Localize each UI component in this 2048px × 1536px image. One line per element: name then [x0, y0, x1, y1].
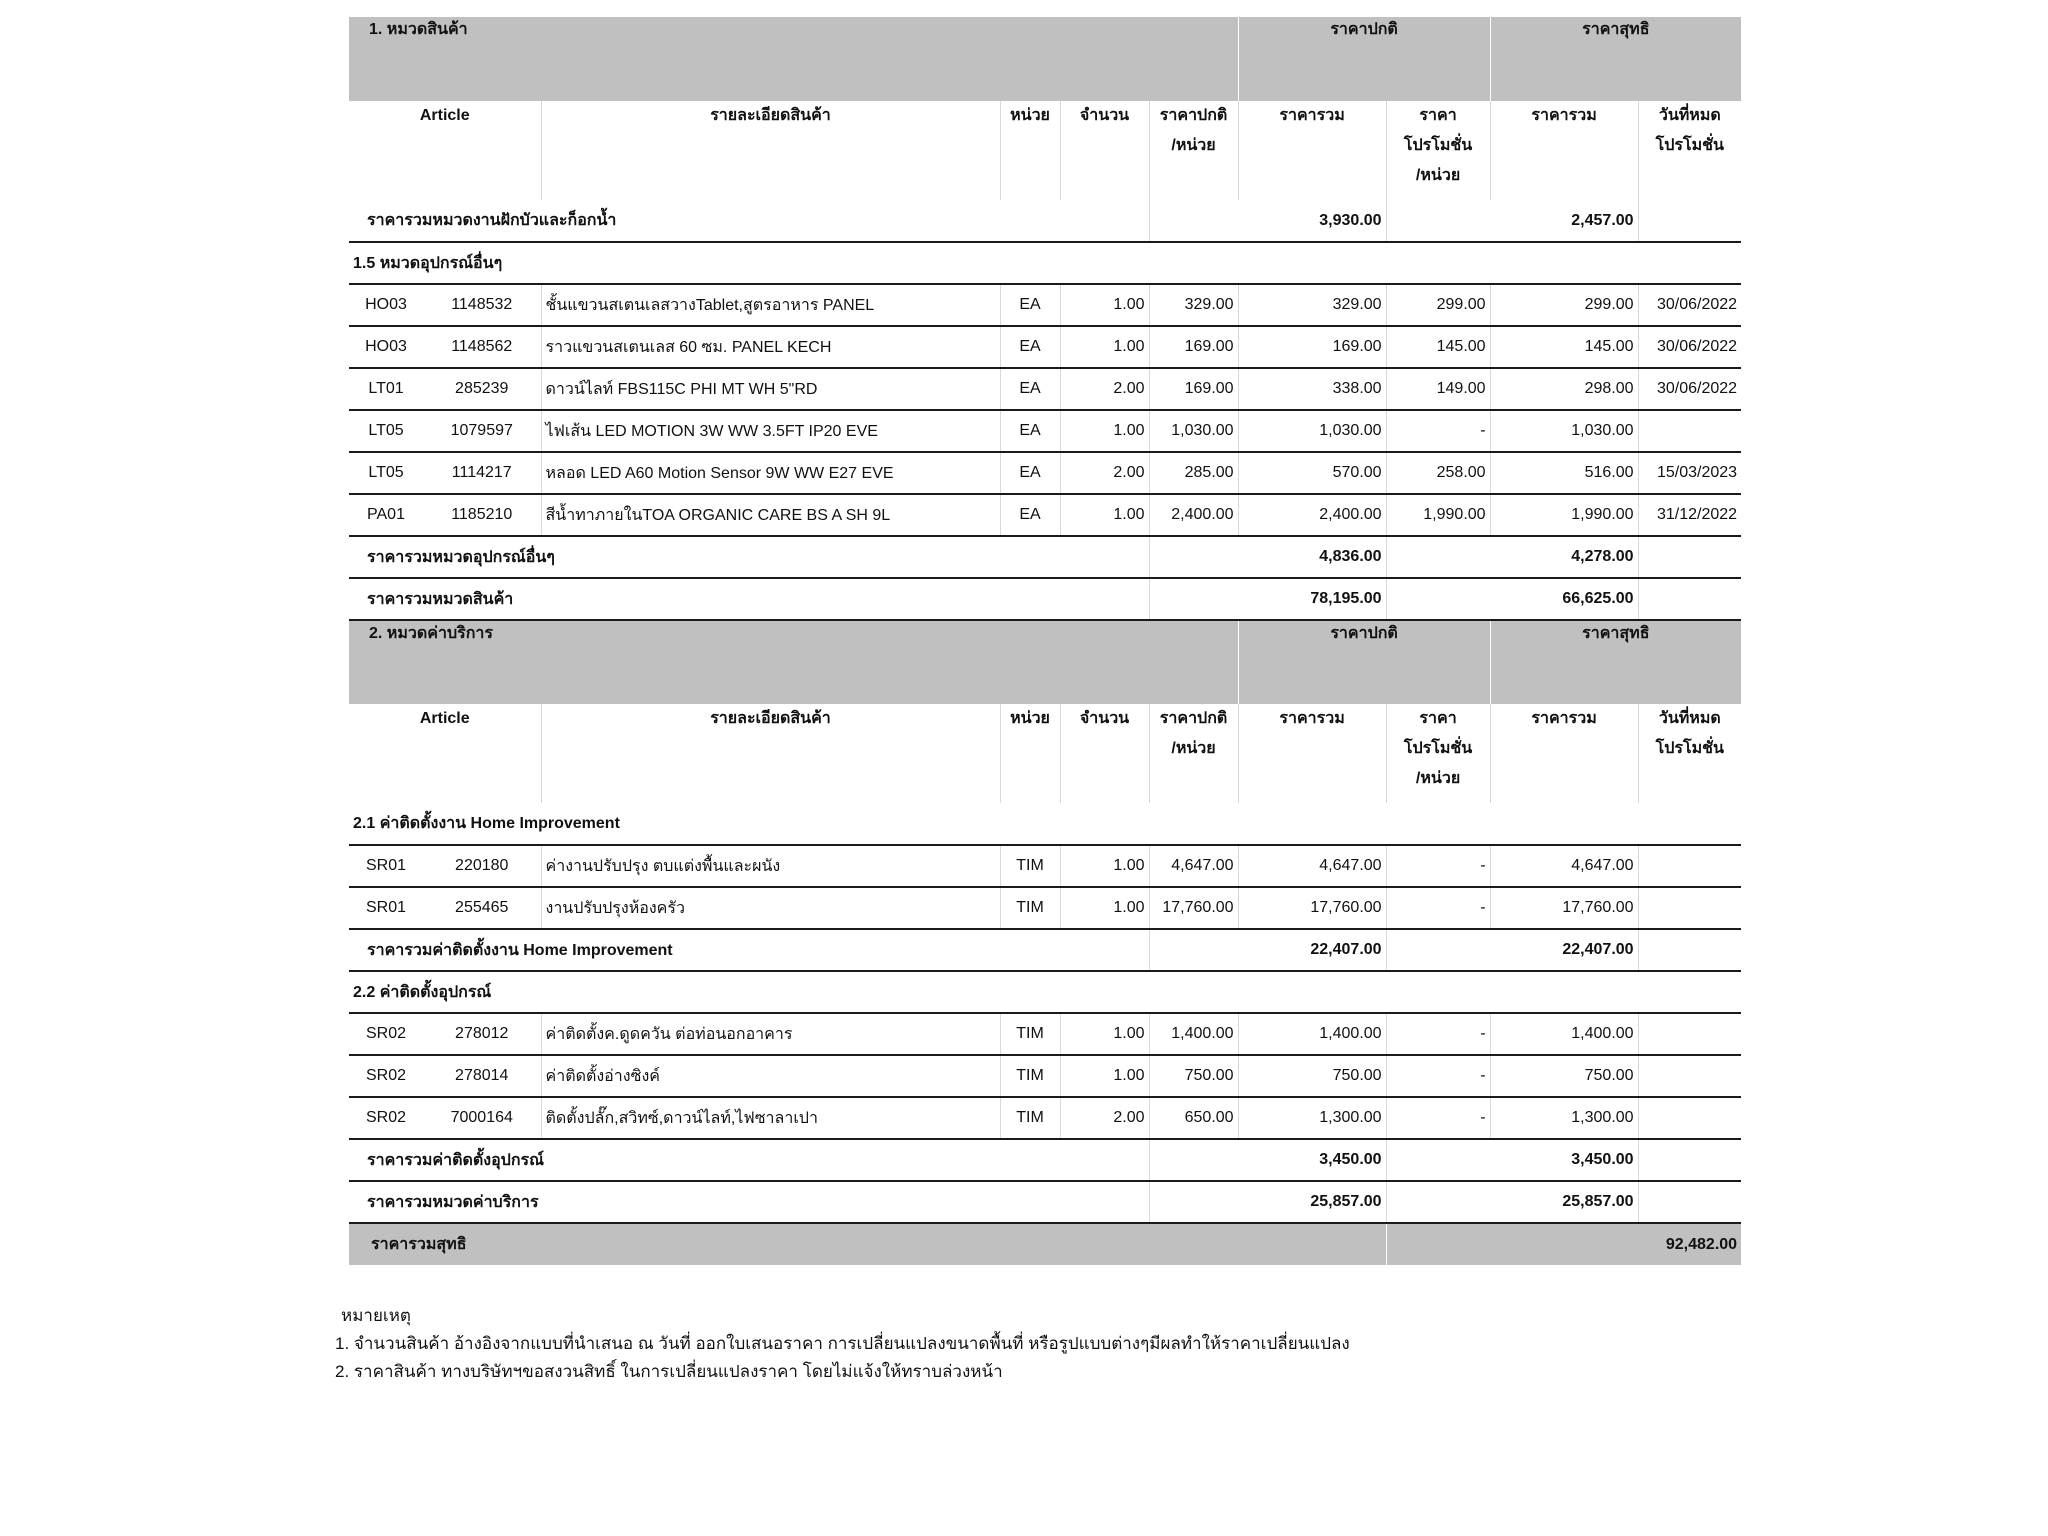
col-description: รายละเอียดสินค้า — [541, 101, 1000, 200]
col-promo-end-line: โปรโมชั่น — [1655, 740, 1724, 757]
item-article: 1185210 — [423, 494, 541, 536]
grand-total-row — [349, 1223, 1741, 1265]
item-price: 1,400.00 — [1149, 1013, 1238, 1055]
item-article: 278014 — [423, 1055, 541, 1097]
col-normal-price — [1149, 101, 1238, 200]
item-price: 169.00 — [1149, 326, 1238, 368]
item-price: 750.00 — [1149, 1055, 1238, 1097]
item-price: 650.00 — [1149, 1097, 1238, 1139]
item-total: 1,400.00 — [1238, 1013, 1386, 1055]
subtotal-row-blank — [1638, 200, 1741, 242]
item-description: ราวแขวนสเตนเลส 60 ซม. PANEL KECH — [541, 326, 1000, 368]
subtotal-row — [349, 536, 1741, 578]
table-row — [349, 326, 1741, 368]
item-code: PA01 — [349, 494, 423, 536]
col-article: Article — [419, 107, 470, 124]
col-promo-price — [1386, 704, 1490, 803]
category-total-row-blank — [1638, 578, 1741, 620]
col-normal-price-line: /หน่วย — [1171, 740, 1216, 757]
item-promo-price: - — [1386, 887, 1490, 929]
item-total: 1,300.00 — [1238, 1097, 1386, 1139]
item-price: 2,400.00 — [1149, 494, 1238, 536]
subtotal-row — [349, 929, 1741, 971]
col-normal-price-line: ราคาปกติ — [1159, 107, 1228, 124]
col-net-total: ราคารวม — [1490, 704, 1638, 803]
item-net-total: 516.00 — [1490, 452, 1638, 494]
item-unit: TIM — [1000, 845, 1060, 887]
category-total-row — [349, 578, 1741, 620]
item-article: 255465 — [423, 887, 541, 929]
item-description: งานปรับปรุงห้องครัว — [541, 887, 1000, 929]
category-header — [349, 17, 1741, 101]
subtotal-row-blank — [1638, 536, 1741, 578]
item-unit: EA — [1000, 368, 1060, 410]
category-total-row-normal: 78,195.00 — [1149, 578, 1386, 620]
item-code: SR02 — [349, 1013, 423, 1055]
subtotal-row-blank — [1638, 1139, 1741, 1181]
table-row — [349, 284, 1741, 326]
item-net-total: 750.00 — [1490, 1055, 1638, 1097]
note-line-1: 1. จำนวนสินค้า อ้างอิงจากแบบที่นำเสนอ ณ วันที่ ออกใบเสนอราคา การเปลี่ยนแปลงขนาดพื้นที่ หรือรูปแบบต่างๆมีผลทำให้ราคาเปลี่ยนแปลง — [335, 1334, 1350, 1353]
subtotal-row-net: 3,450.00 — [1386, 1139, 1638, 1181]
subtotal-row — [349, 200, 1741, 242]
col-promo-end-line: วันที่หมด — [1658, 710, 1721, 727]
item-promo-end — [1638, 1055, 1741, 1097]
col-promo-end-line: โปรโมชั่น — [1655, 137, 1724, 154]
item-qty: 1.00 — [1060, 845, 1149, 887]
item-unit: TIM — [1000, 1097, 1060, 1139]
item-code: HO03 — [349, 284, 423, 326]
item-promo-end — [1638, 887, 1741, 929]
col-promo-price-line: โปรโมชั่น — [1403, 740, 1473, 757]
table-row — [349, 845, 1741, 887]
item-code: HO03 — [349, 326, 423, 368]
subtotal-row — [349, 1139, 1741, 1181]
col-promo-end — [1638, 101, 1741, 200]
item-promo-end: 15/03/2023 — [1638, 452, 1741, 494]
item-net-total: 145.00 — [1490, 326, 1638, 368]
item-unit: EA — [1000, 326, 1060, 368]
item-description: ชั้นแขวนสเตนเลสวางTablet,สูตรอาหาร PANEL — [541, 284, 1000, 326]
subtotal-row-normal: 3,450.00 — [1149, 1139, 1386, 1181]
grand-total-label: ราคารวมสุทธิ — [349, 1223, 1386, 1265]
item-description: ดาวน์ไลท์ FBS115C PHI MT WH 5"RD — [541, 368, 1000, 410]
item-price: 4,647.00 — [1149, 845, 1238, 887]
item-promo-end — [1638, 845, 1741, 887]
item-total: 4,647.00 — [1238, 845, 1386, 887]
item-promo-price: 299.00 — [1386, 284, 1490, 326]
item-promo-price: - — [1386, 1013, 1490, 1055]
item-promo-price: 145.00 — [1386, 326, 1490, 368]
table-row — [349, 494, 1741, 536]
subtotal-row-label: ราคารวมหมวดอุปกรณ์อื่นๆ — [349, 536, 1149, 578]
notes-title: หมายเหตุ — [341, 1306, 411, 1325]
item-code: LT01 — [349, 368, 423, 410]
category-header — [349, 620, 1741, 704]
item-code: SR01 — [349, 845, 423, 887]
item-total: 169.00 — [1238, 326, 1386, 368]
item-qty: 1.00 — [1060, 410, 1149, 452]
item-description: ค่าติดตั้งค.ดูดควัน ต่อท่อนอกอาคาร — [541, 1013, 1000, 1055]
subcategory-row — [349, 971, 1741, 1013]
item-description: หลอด LED A60 Motion Sensor 9W WW E27 EVE — [541, 452, 1000, 494]
item-net-total: 1,300.00 — [1490, 1097, 1638, 1139]
item-qty: 1.00 — [1060, 326, 1149, 368]
item-unit: TIM — [1000, 1013, 1060, 1055]
item-qty: 1.00 — [1060, 284, 1149, 326]
subtotal-row-blank — [1638, 929, 1741, 971]
column-header-row — [349, 101, 1741, 200]
column-header-row — [349, 704, 1741, 803]
item-code: SR02 — [349, 1097, 423, 1139]
item-code: SR01 — [349, 887, 423, 929]
subcategory-title: 2.1 ค่าติดตั้งงาน Home Improvement — [349, 803, 1741, 845]
item-description: ค่างานปรับปรุง ตบแต่งพื้นและผนัง — [541, 845, 1000, 887]
item-promo-end: 30/06/2022 — [1638, 368, 1741, 410]
subcategory-row — [349, 242, 1741, 284]
col-promo-price-line: ราคา — [1419, 107, 1457, 124]
item-code: LT05 — [349, 452, 423, 494]
item-article: 1148562 — [423, 326, 541, 368]
category-total-row-label: ราคารวมหมวดค่าบริการ — [349, 1181, 1149, 1223]
item-price: 17,760.00 — [1149, 887, 1238, 929]
col-promo-end — [1638, 704, 1741, 803]
subtotal-row-net: 22,407.00 — [1386, 929, 1638, 971]
net-price-group: ราคาสุทธิ — [1490, 620, 1741, 704]
item-total: 329.00 — [1238, 284, 1386, 326]
subtotal-row-label: ราคารวมหมวดงานฝักบัวและก็อกน้ำ — [349, 200, 1149, 242]
col-promo-price-line: /หน่วย — [1415, 167, 1461, 184]
notes — [335, 1302, 1350, 1386]
item-price: 285.00 — [1149, 452, 1238, 494]
item-promo-end: 30/06/2022 — [1638, 284, 1741, 326]
col-promo-price-line: โปรโมชั่น — [1403, 137, 1473, 154]
item-total: 570.00 — [1238, 452, 1386, 494]
subtotal-row-normal: 22,407.00 — [1149, 929, 1386, 971]
table-row — [349, 368, 1741, 410]
item-article: 220180 — [423, 845, 541, 887]
quotation-table — [349, 17, 1741, 1265]
item-unit: TIM — [1000, 1055, 1060, 1097]
item-code: LT05 — [349, 410, 423, 452]
item-article: 278012 — [423, 1013, 541, 1055]
item-promo-price: - — [1386, 845, 1490, 887]
category-total-row — [349, 1181, 1741, 1223]
normal-price-group: ราคาปกติ — [1238, 620, 1490, 704]
item-article: 7000164 — [423, 1097, 541, 1139]
item-description: สีน้ำทาภายในTOA ORGANIC CARE BS A SH 9L — [541, 494, 1000, 536]
item-promo-end: 30/06/2022 — [1638, 326, 1741, 368]
subtotal-row-net: 4,278.00 — [1386, 536, 1638, 578]
item-total: 750.00 — [1238, 1055, 1386, 1097]
item-total: 1,030.00 — [1238, 410, 1386, 452]
item-net-total: 1,990.00 — [1490, 494, 1638, 536]
item-qty: 2.00 — [1060, 1097, 1149, 1139]
subtotal-row-label: ราคารวมค่าติดตั้งงาน Home Improvement — [349, 929, 1149, 971]
item-article: 1114217 — [423, 452, 541, 494]
item-net-total: 1,400.00 — [1490, 1013, 1638, 1055]
subcategory-title: 1.5 หมวดอุปกรณ์อื่นๆ — [349, 242, 1741, 284]
col-promo-end-line: วันที่หมด — [1658, 107, 1721, 124]
col-unit: หน่วย — [1000, 101, 1060, 200]
item-total: 338.00 — [1238, 368, 1386, 410]
item-qty: 1.00 — [1060, 887, 1149, 929]
item-promo-end — [1638, 1097, 1741, 1139]
item-net-total: 4,647.00 — [1490, 845, 1638, 887]
col-normal-price — [1149, 704, 1238, 803]
item-article: 1079597 — [423, 410, 541, 452]
item-promo-price: - — [1386, 1055, 1490, 1097]
item-net-total: 299.00 — [1490, 284, 1638, 326]
subtotal-row-net: 2,457.00 — [1386, 200, 1638, 242]
subtotal-row-normal: 4,836.00 — [1149, 536, 1386, 578]
item-unit: EA — [1000, 410, 1060, 452]
col-normal-total: ราคารวม — [1238, 704, 1386, 803]
col-normal-price-line: ราคาปกติ — [1159, 710, 1228, 727]
category-total-row-blank — [1638, 1181, 1741, 1223]
net-price-group: ราคาสุทธิ — [1490, 17, 1741, 101]
category-title: 1. หมวดสินค้า — [349, 17, 1238, 101]
note-line-2: 2. ราคาสินค้า ทางบริษัทฯขอสงวนสิทธิ์ ในการเปลี่ยนแปลงราคา โดยไม่แจ้งให้ทราบล่วงหน้า — [335, 1362, 1003, 1381]
item-promo-price: 258.00 — [1386, 452, 1490, 494]
col-net-total: ราคารวม — [1490, 101, 1638, 200]
category-total-row-label: ราคารวมหมวดสินค้า — [349, 578, 1149, 620]
category-total-row-net: 25,857.00 — [1386, 1181, 1638, 1223]
col-promo-price-line: ราคา — [1419, 710, 1457, 727]
col-qty: จำนวน — [1060, 101, 1149, 200]
col-unit: หน่วย — [1000, 704, 1060, 803]
item-net-total: 17,760.00 — [1490, 887, 1638, 929]
category-total-row-normal: 25,857.00 — [1149, 1181, 1386, 1223]
table-row — [349, 1013, 1741, 1055]
item-promo-price: 1,990.00 — [1386, 494, 1490, 536]
item-promo-price: 149.00 — [1386, 368, 1490, 410]
item-promo-end: 31/12/2022 — [1638, 494, 1741, 536]
item-article: 285239 — [423, 368, 541, 410]
item-article: 1148532 — [423, 284, 541, 326]
item-price: 1,030.00 — [1149, 410, 1238, 452]
col-normal-total: ราคารวม — [1238, 101, 1386, 200]
item-qty: 2.00 — [1060, 452, 1149, 494]
col-normal-price-line: /หน่วย — [1171, 137, 1216, 154]
item-description: ค่าติดตั้งอ่างซิงค์ — [541, 1055, 1000, 1097]
table-row — [349, 1055, 1741, 1097]
table-row — [349, 452, 1741, 494]
col-promo-price-line: /หน่วย — [1415, 770, 1461, 787]
item-unit: EA — [1000, 452, 1060, 494]
item-net-total: 298.00 — [1490, 368, 1638, 410]
item-total: 2,400.00 — [1238, 494, 1386, 536]
item-promo-end — [1638, 1013, 1741, 1055]
subtotal-row-normal: 3,930.00 — [1149, 200, 1386, 242]
col-promo-price — [1386, 101, 1490, 200]
item-description: ติดตั้งปลั๊ก,สวิทซ์,ดาวน์ไลท์,ไฟซาลาเปา — [541, 1097, 1000, 1139]
item-unit: TIM — [1000, 887, 1060, 929]
item-qty: 2.00 — [1060, 368, 1149, 410]
item-promo-end — [1638, 410, 1741, 452]
item-promo-price: - — [1386, 1097, 1490, 1139]
normal-price-group: ราคาปกติ — [1238, 17, 1490, 101]
table-row — [349, 887, 1741, 929]
item-promo-price: - — [1386, 410, 1490, 452]
subtotal-row-label: ราคารวมค่าติดตั้งอุปกรณ์ — [349, 1139, 1149, 1181]
subcategory-row — [349, 803, 1741, 845]
col-qty: จำนวน — [1060, 704, 1149, 803]
table-row — [349, 410, 1741, 452]
item-price: 329.00 — [1149, 284, 1238, 326]
item-unit: EA — [1000, 494, 1060, 536]
item-price: 169.00 — [1149, 368, 1238, 410]
item-qty: 1.00 — [1060, 1055, 1149, 1097]
grand-total-value: 92,482.00 — [1386, 1223, 1741, 1265]
item-description: ไฟเส้น LED MOTION 3W WW 3.5FT IP20 EVE — [541, 410, 1000, 452]
col-description: รายละเอียดสินค้า — [541, 704, 1000, 803]
col-article: Article — [419, 710, 470, 727]
table-row — [349, 1097, 1741, 1139]
category-title: 2. หมวดค่าบริการ — [349, 620, 1238, 704]
item-unit: EA — [1000, 284, 1060, 326]
item-total: 17,760.00 — [1238, 887, 1386, 929]
item-qty: 1.00 — [1060, 1013, 1149, 1055]
item-qty: 1.00 — [1060, 494, 1149, 536]
category-total-row-net: 66,625.00 — [1386, 578, 1638, 620]
item-code: SR02 — [349, 1055, 423, 1097]
quotation-page — [349, 17, 1741, 1265]
item-net-total: 1,030.00 — [1490, 410, 1638, 452]
subcategory-title: 2.2 ค่าติดตั้งอุปกรณ์ — [349, 971, 1741, 1013]
